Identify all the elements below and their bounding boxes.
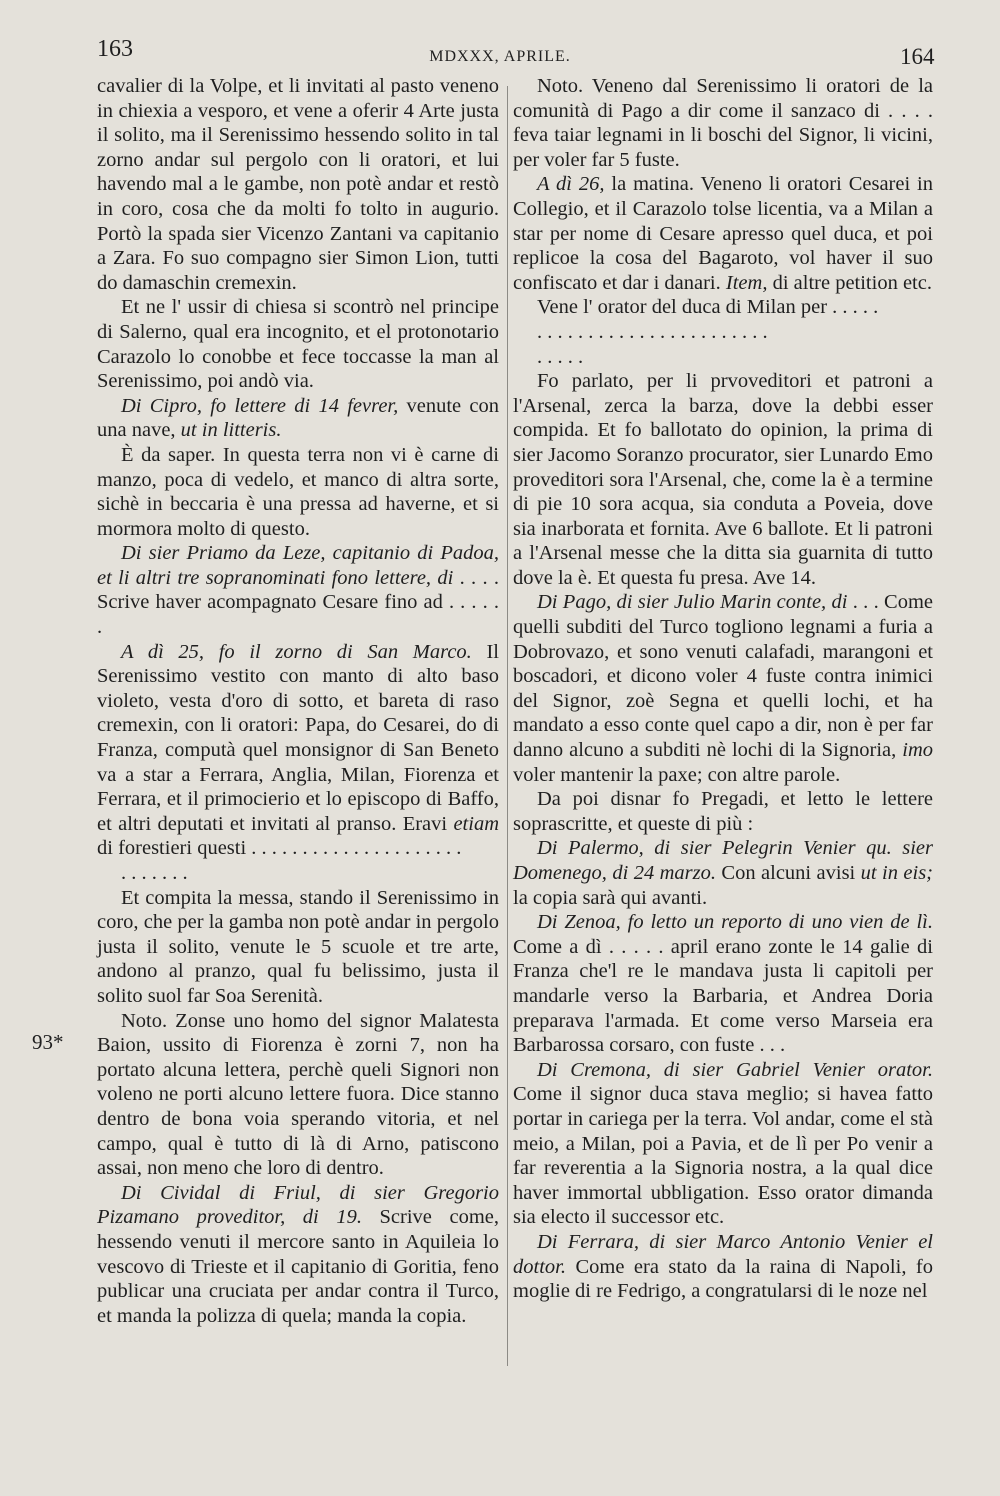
text-run: . . . . . (537, 345, 584, 368)
ellipsis-line (513, 345, 933, 370)
text-run: di altre petition etc. (767, 271, 932, 294)
text-run: Il Serenissimo vestito con manto di alto baso violeto, vesta d'oro di sotto, et bareta di raso cremexin, con li oratori: Papa, do Cesarei, do di Franza, computà quel monsignor di San Beneto va a star a Ferrara, Anglia, Milan, Fiorenza et Ferrara, et il primocierio et lo episcopo di Baffo, et altri deputati et invitati al pranso. Eravi (97, 640, 499, 835)
text-run: voler mantenir la paxe; con altre parole. (513, 763, 841, 786)
paragraph (513, 74, 933, 172)
column-divider (507, 86, 508, 1366)
italic-text: Di Zenoa, fo letto un reporto di uno vien de lì. (537, 911, 933, 934)
text-run: cavalier di la Volpe, et li invitati al pasto veneno in chiexia a vesporo, et vene a oferir 4 Arte justa il solito, ma il Serenissimo hessendo solito in tal zorno andar sul pergolo con li oratori, et lui havendo mal a le gambe, non potè andar et restò in coro, cosa che da molti fo tolto in augurio. Portò la spada sier Vicenzo Zantani va capitanio a Zara. Fo suo compagno sier Simon Lion, tutti do damaschin cremexin. (97, 75, 499, 294)
text-run: la matina. Veneno li oratori Cesarei in Collegio, et il Carazolo tolse licentia, va a Milan a star per nome di Cesare apresso quel duca, et poi replicoe la cosa del Bagaroto, vol haver il suo confiscato et dar i danari. (513, 173, 934, 294)
text-run: Come era stato da la raina di Napoli, fo moglie di re Fedrigo, a congratularsi di le noze nel (513, 1255, 933, 1303)
paragraph (97, 1009, 499, 1181)
paragraph (513, 787, 933, 836)
text-run: . . . . . . . (121, 862, 188, 884)
italic-text: Di Ferrara, di sier Marco Antonio Venier el dottor. (513, 1230, 933, 1278)
italic-text: Di Cremona, di sier Gabriel Venier orator. (537, 1058, 933, 1081)
text-run: Fo parlato, per li prvoveditori et patroni a l'Arsenal, zerca la barza, dove la debbi esser compida. Et fo ballotato do opinion, la prima di sier Jacomo Soranzo procurator, sier Lunardo Emo proveditori sora l'Arsenal, che, come la è a termine di pie 10 sora acqua, sia conduta a Poveia, dove sia inarborata et fornita. Ave 6 ballote. Et li patroni a l'Arsenal messe che la ditta sia guarnita di tutto dove la è. Et questa fu presa. Ave 14. (513, 370, 933, 589)
paragraph (513, 836, 933, 910)
text-run: la copia sarà qui avanti. (513, 886, 708, 909)
text-run: Scrive come, hessendo venuti il mercore santo in Aquileia lo vescovo di Trieste et il capitanio di Goritia, feno publicar una cruciata per andar contra il Turco, et manda la polizza di quela; manda la copia. (97, 1206, 499, 1327)
paragraph (97, 74, 499, 295)
text-run: venute con una nave, (97, 394, 499, 442)
text-run: È da saper. In questa terra non vi è carne di manzo, poca di vedelo, et manco di altra sorte, sichè in beccaria è una pressa ad haverne, et si mormora molto di questo. (97, 443, 499, 540)
paragraph (97, 886, 499, 1009)
italic-text: Di Cividal di Friul, di sier Gregorio Pizamano proveditor, di 19. (97, 1181, 499, 1229)
italic-text: Item, (725, 271, 768, 294)
paragraph (97, 640, 499, 861)
italic-text: Di sier Priamo da Leze, capitanio di Padoa, et li altri tre sopranominati fono lettere, di (97, 542, 499, 589)
page-header (0, 36, 1000, 76)
text-run: . . . . . . . . . . . . . . . . . . . . . . . (537, 320, 768, 343)
paragraph (97, 394, 499, 443)
running-head: MDXXX, APRILE. (429, 48, 571, 65)
italic-text: Di Cipro, fo lettere di 14 fevrer, (121, 394, 399, 417)
italic-text: A dì 25, fo il zorno di San Marco. (121, 640, 472, 663)
ellipsis-line (97, 861, 499, 886)
italic-text: ut in litteris. (180, 419, 282, 442)
paragraph (97, 295, 499, 393)
paragraph (513, 1058, 933, 1230)
paragraph (513, 369, 933, 590)
paragraph (97, 1181, 499, 1329)
text-run: Come a dì . . . . . april erano zonte le 14 galie di Franza che'l re le mandava justa li capitoli per mandarle verso la Barbaria, et Andrea Doria preparava l'armada. Et come verso Marseia era Barbarossa corsaro, con fuste . . . (513, 935, 933, 1057)
italic-text: Di Palermo, di sier Pelegrin Venier qu. sier Domenego, di 24 marzo. (513, 837, 933, 884)
text-run: Noto. Zonse uno homo del signor Malatesta Baion, ussito di Fiorenza è zorni 7, non ha portato alcuna lettera, perchè queli Signori non voleno ne porti alcuno lettere fuora. Dice stanno dentro de bona voia sperando vitoria, et nel campo, qual è tutto di là di Arno, patiscono assai, non meno che loro di dentro. (97, 1009, 499, 1180)
text-run: . . . . Scrive haver acompagnato Cesare fino ad . . . . . . (97, 566, 499, 639)
text-run: Come il signor duca stava meglio; si havea fatto portar in cariega per la terra. Vol andar, come el stà meio, a Milan, poi a Pavia, et de lì per Po venir a far reverentia a la Signoria nostra, a la qual dice haver immortal ubbligation. Esso orator dimanda sia electo il successor etc. (513, 1083, 933, 1229)
text-run: Vene l' orator del duca di Milan per . . . . . (537, 296, 879, 319)
paragraph (513, 910, 933, 1058)
text-run: di forestieri questi . . . . . . . . . . . . . . . . . . . . . (97, 837, 462, 860)
italic-text: ut in eis; (860, 862, 933, 884)
text-run: . . . Come quelli subditi del Turco togliono legnami a furia a Dobrovazo, et sono venuti calafadi, marangoni et boscadori, et dicono voler 4 fuste contra inimici del Signor, zoè Segna et quelli lochi, et ha mandato a esso conte quel capo a dir, non è per far danno alcuno a subditi nè lochi di la Signoria, (513, 591, 934, 762)
paragraph (513, 295, 933, 320)
italic-text: Di Pago, di sier Julio Marin conte, di (537, 591, 848, 614)
paragraph (97, 443, 499, 541)
text-run: Da poi disnar fo Pregadi, et letto le lettere soprascritte, et queste di più : (513, 788, 933, 835)
margin-note: 93* (32, 1030, 64, 1054)
ellipsis-line (513, 320, 933, 345)
paragraph (513, 172, 933, 295)
text-run: Con alcuni avisi (716, 862, 861, 884)
text-run: Et ne l' ussir di chiesa si scontrò nel principe di Salerno, qual era incognito, et el protonotario Carazolo lo conobbe et fece toccasse la man al Serenissimo, poi andò via. (97, 296, 499, 393)
page-number-left: 163 (97, 36, 133, 62)
page-number-right: 164 (900, 44, 935, 69)
text-run: Noto. Veneno dal Serenissimo li oratori de la comunità di Pago a dir come il sanzaco di . . . . feva taiar legnami in li boschi del Signor, li vicini, per voler far 5 fuste. (513, 75, 933, 171)
paragraph (513, 590, 933, 787)
paragraph (513, 1230, 933, 1304)
italic-text: A dì 26, (537, 173, 605, 196)
left-column (97, 74, 499, 1328)
paragraph (97, 541, 499, 639)
italic-text: imo (902, 739, 933, 762)
italic-text: etiam (453, 812, 499, 835)
text-run: Et compita la messa, stando il Serenissimo in coro, che per la gamba non potè andar in pergolo justa il solito, venute le 5 scuole et tre arte, andono al pranzo, qual fu belissimo, justa il solito suol far Soa Serenità. (97, 886, 499, 1007)
right-column (513, 74, 933, 1304)
